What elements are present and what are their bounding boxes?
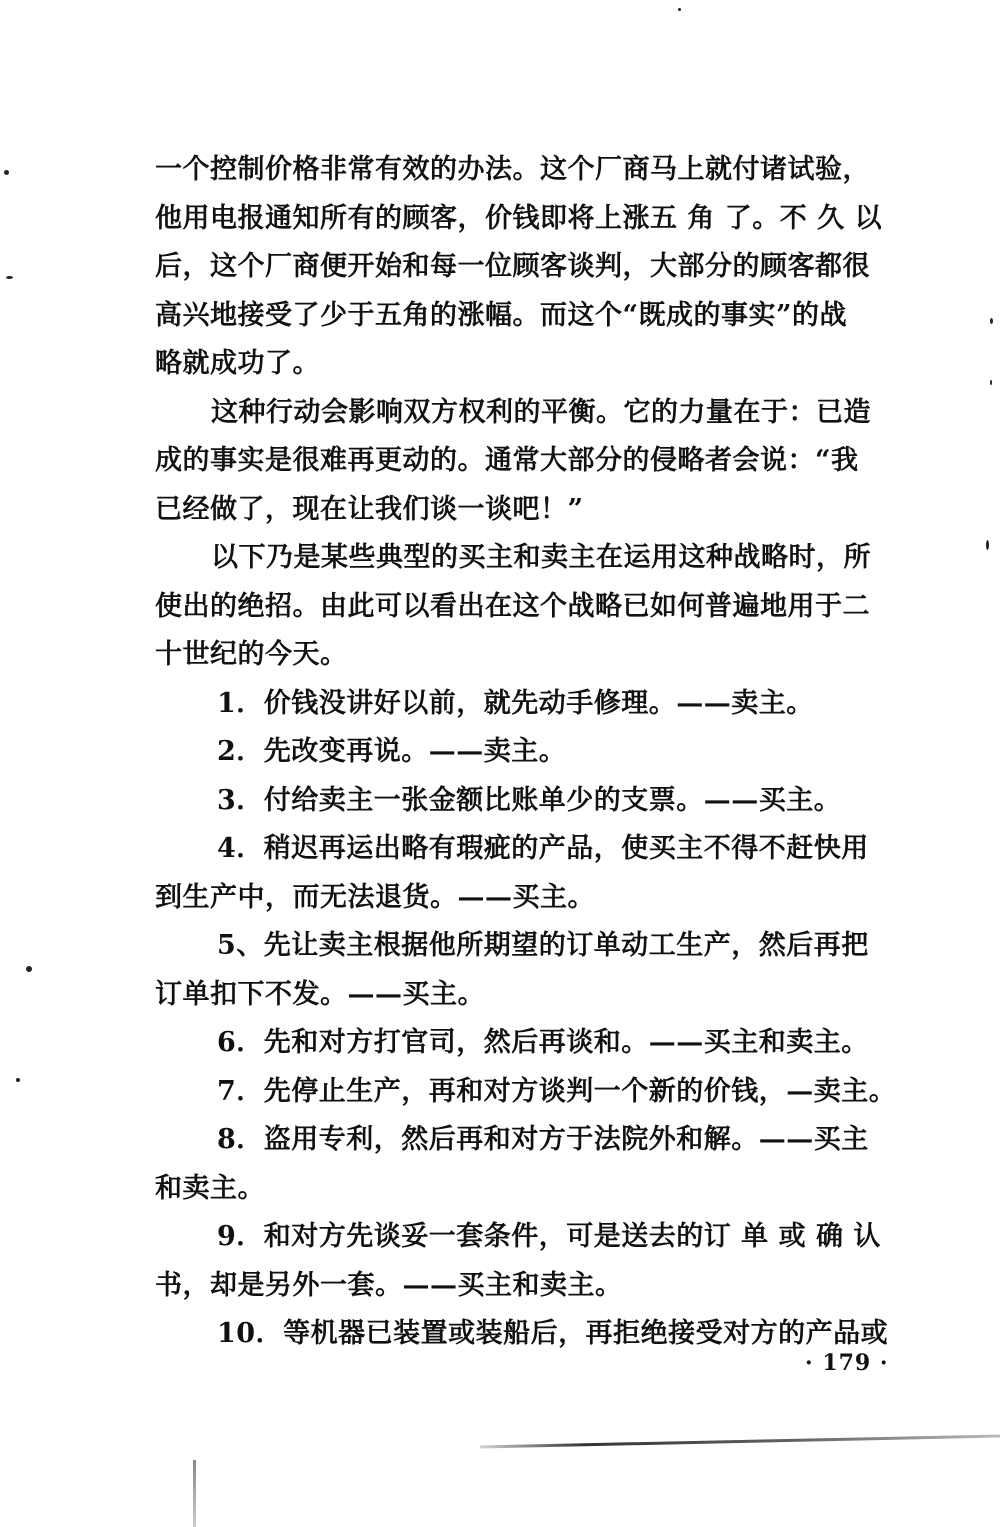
margin-speck <box>986 540 989 550</box>
text-line-7: 成的事实是很难再更动的。通常大部分的侵略者会说：“我 <box>155 445 859 476</box>
list-item-9: 9．和对方先谈妥一套条件，可是送去的订 单 或 确 认 <box>217 1221 881 1252</box>
list-item-8-cont: 和卖主。 <box>155 1172 265 1204</box>
list-item-1: 1．价钱没讲好以前，就先动手修理。——卖主。 <box>217 687 814 719</box>
margin-speck <box>16 1078 20 1082</box>
list-item-8: 8．盗用专利，然后再和对方于法院外和解。——买主 <box>217 1124 869 1155</box>
text-line-4: 高兴地接受了少于五角的涨幅。而这个“既成的事实”的战 <box>155 299 848 331</box>
margin-speck <box>4 170 9 175</box>
list-item-3: 3．付给卖主一张金额比账单少的支票。——买主。 <box>217 784 842 816</box>
binding-edge <box>193 1460 196 1527</box>
paragraph-start-line: 这种行动会影响双方权利的平衡。它的力量在于：已造 <box>211 396 871 428</box>
list-item-10: 10．等机器已装置或装船后，再拒绝接受对方的产品或 <box>217 1318 889 1349</box>
body-text <box>155 146 907 1359</box>
text-line-2: 他用电报通知所有的顾客，价钱即将上涨五 角 了。不 久 以 <box>155 202 883 234</box>
list-item-4: 4．稍迟再运出略有瑕疵的产品，使买主不得不赶快用 <box>217 833 869 864</box>
list-item-5: 5、先让卖主根据他所期望的订单动工生产，然后再把 <box>217 930 869 961</box>
text-line-3: 后，这个厂商便开始和每一位顾客谈判，大部分的顾客都很 <box>155 251 870 282</box>
list-item-2: 2．先改变再说。——卖主。 <box>217 736 567 767</box>
text-line-8: 已经做了，现在让我们谈一谈吧！” <box>155 493 584 525</box>
scan-rule-line <box>480 1435 1000 1449</box>
paragraph-start-line: 以下乃是某些典型的买主和卖主在运用这种战略时，所 <box>211 542 871 573</box>
list-item-7: 7．先停止生产，再和对方谈判一个新的价钱，—卖主。 <box>217 1075 897 1107</box>
text-line-5: 略就成功了。 <box>155 348 320 379</box>
text-line-10: 使出的绝招。由此可以看出在这个战略已如何普遍地用于二 <box>155 590 870 622</box>
margin-speck <box>6 276 13 279</box>
margin-speck <box>990 380 992 385</box>
page-number: · 179 · <box>805 1350 889 1376</box>
margin-speck <box>678 8 681 11</box>
margin-speck <box>26 966 32 972</box>
list-item-9-cont: 书，却是另外一套。——买主和卖主。 <box>155 1269 623 1301</box>
list-item-5-cont: 订单扣下不发。——买主。 <box>155 978 485 1010</box>
list-item-4-cont: 到生产中，而无法退货。——买主。 <box>155 881 595 913</box>
list-item-6: 6．先和对方打官司，然后再谈和。——买主和卖主。 <box>217 1027 869 1058</box>
text-line-11: 十世纪的今天。 <box>155 639 348 670</box>
margin-speck <box>990 318 993 324</box>
text-line-1: 一个控制价格非常有效的办法。这个厂商马上就付诸试验， <box>155 154 870 185</box>
